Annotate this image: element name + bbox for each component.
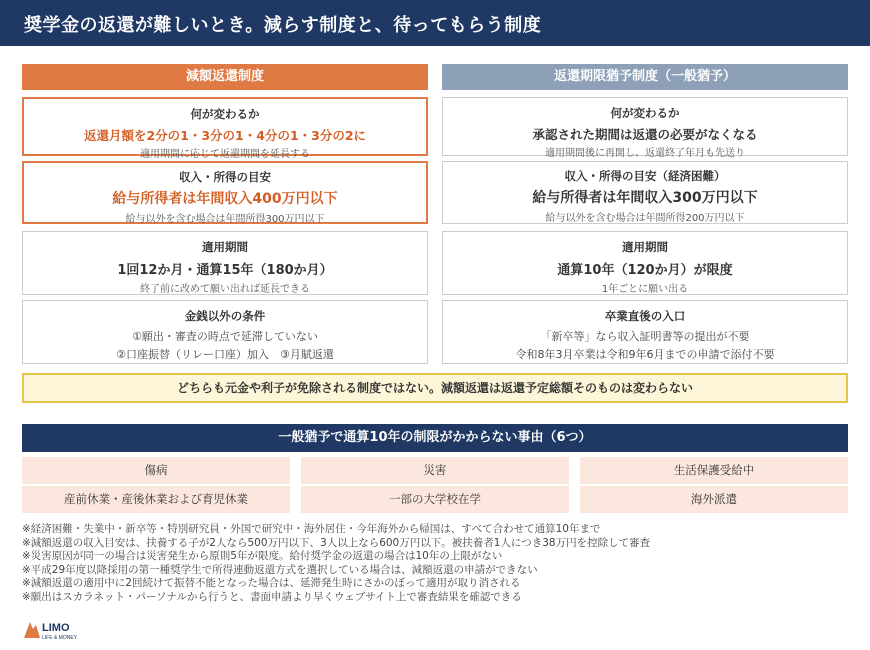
left-box4-heading: 金銭以外の条件 xyxy=(184,309,266,323)
left-box1-heading: 何が変わるか xyxy=(190,107,260,121)
reason-cell: 傷病 xyxy=(22,457,290,484)
right-box3-main: 通算10年（120か月）が限度 xyxy=(557,263,733,278)
right-box4-heading: 卒業直後の入口 xyxy=(604,309,686,323)
right-box2-main: 給与所得者は年間収入300万円以下 xyxy=(532,190,758,206)
right-box-income xyxy=(442,161,848,224)
reason-cell: 一部の大学校在学 xyxy=(301,486,569,513)
right-box3-sub: 1年ごとに願い出る xyxy=(601,284,689,295)
reason-cell: 産前休業・産後休業および育児休業 xyxy=(22,486,290,513)
left-box4-line1: ①願出・審査の時点で延滞していない xyxy=(132,330,318,343)
footnote: ※減額返還の適用中に2回続けて振替不能となった場合は、延滞発生時にさかのぼって適用が取り消される xyxy=(22,577,521,589)
right-box-entry xyxy=(442,300,848,364)
reason-cell: 海外派遣 xyxy=(580,486,848,513)
left-box1-sub: 適用期間に応じて返還期間を延長する xyxy=(140,149,310,160)
footnote: ※災害原因が同一の場合は災害発生から原則5年が限度。給付奨学金の返還の場合は10年の上限がない xyxy=(22,550,503,562)
left-column-title: 減額返還制度 xyxy=(22,64,428,90)
left-box3-main: 1回12か月・通算15年（180か月） xyxy=(117,263,333,278)
left-box-conditions xyxy=(22,300,428,364)
right-box3-heading: 適用期間 xyxy=(622,240,668,254)
footnotes xyxy=(22,523,852,604)
right-box1-sub: 適用期間後に再開し、返還終了年月も先送り xyxy=(545,148,745,159)
left-box4-line2: ②口座振替（リレー口座）加入 ③月賦返還 xyxy=(116,348,334,361)
left-box-what-changes xyxy=(22,97,428,160)
footnote: ※平成29年度以降採用の第一種奨学生で所得連動返還方式を選択している場合は、減額返還の申請ができない xyxy=(22,563,538,576)
left-box-period xyxy=(22,231,428,295)
limo-logo xyxy=(22,618,82,640)
right-box4-line1: 「新卒等」なら収入証明書等の提出が不要 xyxy=(540,330,750,343)
right-box1-heading: 何が変わるか xyxy=(610,106,680,120)
page-header xyxy=(0,0,870,46)
left-box2-sub: 給与以外を含む場合は年間所得300万円以下 xyxy=(125,214,325,225)
right-box-what-changes xyxy=(442,97,848,159)
right-box1-main: 承認された期間は返還の必要がなくなる xyxy=(532,127,758,142)
footnote: ※願出はスカラネット・パーソナルから行うと、書面申請より早くウェブサイト上で審査結果を確認できる xyxy=(22,590,522,603)
footnote: ※減額返還の収入目安は、扶養する子が2人なら500万円以下、3人以上なら600万円以下。被扶養者1人につき38万円を控除して審査 xyxy=(22,536,651,549)
logo-tagline: LIFE & MONEY xyxy=(42,635,78,641)
right-box4-line2: 令和8年3月卒業は令和9年6月までの申請で添付不要 xyxy=(515,348,775,361)
right-box2-heading: 収入・所得の目安（経済困難） xyxy=(564,169,726,183)
right-box2-sub: 給与以外を含む場合は年間所得200万円以下 xyxy=(545,213,745,224)
page-title: 奨学金の返還が難しいとき。減らす制度と、待ってもらう制度 xyxy=(24,15,542,36)
left-box-income xyxy=(22,161,428,224)
left-box2-main: 給与所得者は年間収入400万円以下 xyxy=(112,191,338,207)
left-box2-heading: 収入・所得の目安 xyxy=(179,170,271,184)
reason-cell: 生活保護受給中 xyxy=(580,457,848,484)
reason-cell: 災害 xyxy=(301,457,569,484)
right-column-title: 返還期限猶予制度（一般猶予） xyxy=(442,64,848,90)
right-box-period xyxy=(442,231,848,295)
logo-name: LIMO xyxy=(42,622,70,634)
logo-mark-icon xyxy=(22,618,92,642)
reasons-title: 一般猶予で通算10年の制限がかからない事由（6つ） xyxy=(22,424,848,452)
notice-banner: どちらも元金や利子が免除される制度ではない。減額返還は返還予定総額そのものは変わらない xyxy=(22,373,848,403)
footnote: ※経済困難・失業中・新卒等・特別研究員・外国で研究中・海外居住・今年海外から帰国は、すべて合わせて通算10年まで xyxy=(22,523,601,535)
left-box3-sub: 終了前に改めて願い出れば延長できる xyxy=(140,284,310,295)
left-box1-main: 返還月額を2分の1・3分の1・4分の1・3分の2に xyxy=(83,128,367,143)
left-box3-heading: 適用期間 xyxy=(202,240,248,254)
